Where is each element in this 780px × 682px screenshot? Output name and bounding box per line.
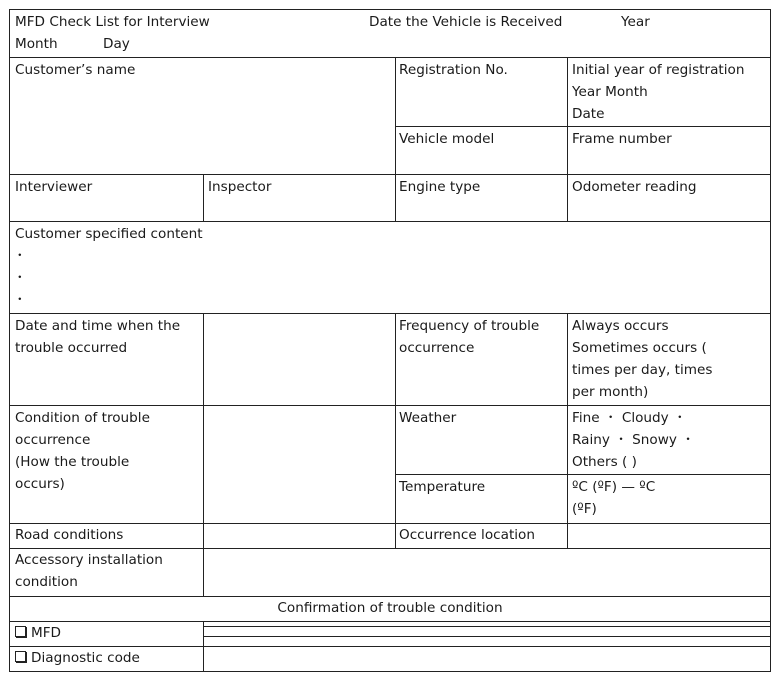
month-label: Month [15,36,58,52]
engine-type-label: Engine type [399,179,481,195]
year-label: Year [621,14,650,30]
divider-line [203,626,770,627]
frequency-options: Always occurs Sometimes occurs ( times per day, times per month) [572,318,713,400]
weather-label: Weather [399,410,457,426]
diagnostic-code-item[interactable] [15,647,140,669]
date-received-label: Date the Vehicle is Received [369,14,563,30]
registration-no-label: Registration No. [399,62,508,78]
checkbox-icon[interactable] [15,626,26,637]
bullet: ・ [13,270,27,286]
occurrence-location-value-cell[interactable] [567,523,771,549]
condition-label: Condition of trouble occurrence (How the trouble occurs) [15,410,150,492]
odometer-label: Odometer reading [572,179,697,195]
road-conditions-label: Road conditions [15,527,124,543]
diagnostic-code-label: Diagnostic code [31,650,140,666]
weather-options: Fine ・ Cloudy ・ Rainy ・ Snowy ・ Others ( ) [572,410,695,470]
customer-content-label: Customer specified content [15,226,203,242]
temperature-value: ºC (ºF) — ºC (ºF) [572,479,656,517]
initial-year-label: Initial year of registration Year Month Date [572,62,745,122]
frequency-label: Frequency of trouble occurrence [399,318,540,356]
bullet: ・ [13,292,27,308]
accessory-value-cell[interactable] [203,548,771,597]
checkbox-icon[interactable] [15,651,26,662]
occurrence-location-label: Occurrence location [399,527,535,543]
mfd-value-cell[interactable] [203,621,771,647]
confirmation-title: Confirmation of trouble condition [277,600,503,616]
customer-name-label: Customer’s name [15,62,136,78]
condition-value-cell[interactable] [203,405,396,524]
frame-number-label: Frame number [572,131,672,147]
bullet: ・ [13,248,27,264]
mfd-label: MFD [31,625,62,641]
diagnostic-code-value-cell[interactable] [203,646,771,672]
form-title: MFD Check List for Interview [15,14,210,30]
accessory-label: Accessory installation condition [15,552,163,590]
road-conditions-value-cell[interactable] [203,523,396,549]
temperature-label: Temperature [399,479,486,495]
date-time-value-cell[interactable] [203,313,396,406]
vehicle-model-label: Vehicle model [399,131,495,147]
interviewer-label: Interviewer [15,179,93,195]
mfd-item[interactable] [15,622,61,644]
date-time-label: Date and time when the trouble occurred [15,318,181,356]
divider-line [203,636,770,637]
inspector-label: Inspector [208,179,272,195]
day-label: Day [103,36,130,52]
